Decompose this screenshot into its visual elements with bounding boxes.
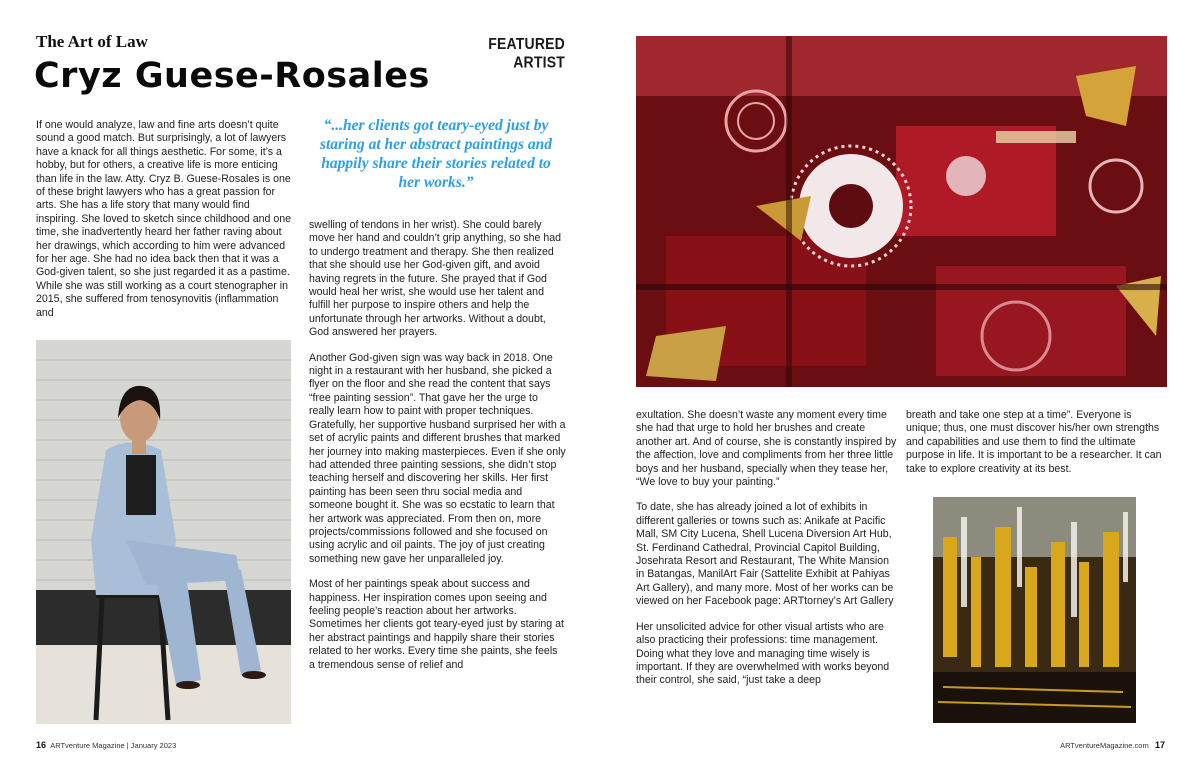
pull-quote: “...her clients got teary-eyed just by staring at her abstract paintings and happily share their stories related to her works.” [319, 117, 553, 191]
footer-left [36, 740, 176, 750]
section-label: FEATURED ARTIST [488, 34, 565, 71]
paragraph: Her unsolicited advice for other visual artists who are also practicing their professions: time management. Doing what they love and managing time wisely is important. If they are overwhelmed with works beyond their control, she said, “just take a deep [636, 620, 890, 687]
article-column-1 [36, 119, 294, 332]
article-column-3 [636, 409, 899, 700]
paragraph: breath and take one step at a time”. Everyone is unique; thus, one must discover his/her own strengths and capabilities and use them to find the ultimate purpose in life. It is important to be a researcher. It can take to explore creativity at its best. [906, 409, 1162, 475]
footer-right [1000, 740, 1165, 750]
footer-text: ARTventureMagazine.com [1060, 741, 1149, 750]
page-title: Cryz Guese-Rosales [34, 56, 430, 96]
page-number: 16 [36, 740, 47, 750]
page-number: 17 [1154, 740, 1165, 750]
paragraph: If one would analyze, law and fine arts doesn’t quite sound a good match. But surprisingly, a lot of lawyers have a knack for all things aesthetic. For some, it’s a hobby, but for others, a creative life is more enticing than life in the law. Atty. Cryz B. Guese-Rosales is one of these bright lawyers who has a great passion for arts. She has a life story that many would find inspiring. She loved to sketch since childhood and one time, she inadvertently heard her father raving about her drawings, which according to him were advanced for her age. She had no idea back then that it was a God-given talent, so she just regarded it as a pastime. While she was still working as a court stenographer in 2015, she suffered from tenosynovitis (inflammation and [36, 119, 292, 319]
article-column-2 [309, 219, 566, 684]
article-column-4 [906, 409, 1164, 488]
paragraph: Another God-given sign was way back in 2018. One night in a restaurant with her husband, she picked a flyer on the floor and she read the content that says “free painting session”. That gave her the urge to really learn how to paint with proper techniques. Gratefully, her supportive husband surprised her with a set of acrylic paints and different brushes that marked her journey into making masterpieces. Even if she only had attended three painting sessions, she didn’t stop teaching herself and discovering her skills. Her first painting has been seen thru social media and someone bought it. She was so ecstatic to learn that her artwork was appreciated. From then on, more projects/commissions followed and she focused on using acrylic and oil paints. The joy of just creating something new gave her unparalleled joy. [309, 351, 566, 565]
paragraph: swelling of tendons in her wrist). She could barely move her hand and couldn’t grip anything, so she had to undergo treatment and therapy. She then realized that she should use her God-given gift, and avoid having regrets in the future. She prayed that if God would heal her wrist, she would use her talent and fulfill her purpose to inspire others and help the unfortunate through her artworks. Without a doubt, God answered her prayers. [309, 219, 562, 339]
abstract-painting-red [636, 36, 1167, 387]
artist-portrait-photo [36, 340, 291, 724]
footer-text: ARTventure Magazine | January 2023 [50, 741, 177, 750]
kicker-title: The Art of Law [36, 32, 148, 51]
paragraph: exultation. She doesn’t waste any moment every time she had that urge to hold her brushes and create another art. And of course, she is constantly inspired by the affection, love and compliments from her three little boys and her husband, specially when they tease her, “We love to buy your painting.” [636, 409, 897, 489]
paragraph: Most of her paintings speak about success and happiness. Her inspiration comes upon seeing and feeling people’s reaction about her artworks. Sometimes her clients got teary-eyed just by staring at her abstract paintings and happily share their stories related to her works. Every time she paints, she feels a tremendous sense of relief and [309, 578, 564, 671]
abstract-painting-gold [933, 497, 1136, 723]
paragraph: To date, she has already joined a lot of exhibits in different galleries or towns such as: Anikafe at Pacific Mall, SM City Lucena, Shell Lucena Diversion Art Hub, St. Ferdinand Cathedral, Provincial Capitol Building, Josehrata Resort and Restaurant, The White Mansion in Batangas, ManilArt Fair (Sattelite Exhibit at Pahiyas Art Gallery), and many more. Most of her works can be viewed on her Facebook page: ARTtorney’s Art Gallery [636, 501, 894, 608]
